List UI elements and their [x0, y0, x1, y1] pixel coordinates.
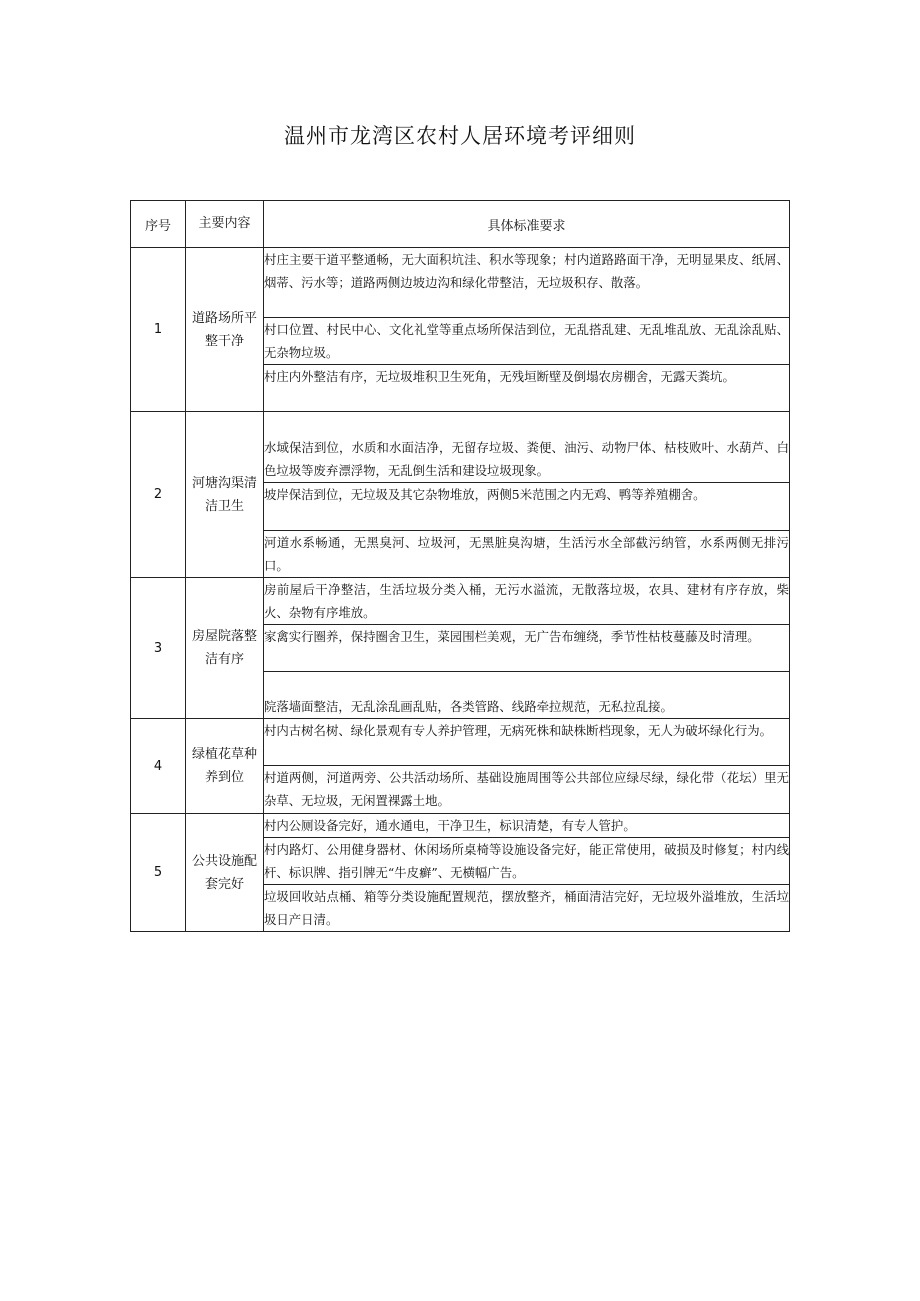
header-standard: 具体标准要求	[264, 201, 790, 248]
row-number: 5	[131, 814, 186, 932]
standard-item: 村内路灯、公用健身器材、休闲场所桌椅等设施设备完好，能正常使用，破损及时修复；村内线杆、标识牌、指引牌无“牛皮癣”、无横幅广告。	[264, 838, 790, 885]
header-main-content: 主要内容	[186, 201, 264, 248]
table-row	[131, 719, 790, 766]
evaluation-table	[130, 200, 790, 932]
standard-item: 水域保洁到位，水质和水面洁净，无留存垃圾、粪便、油污、动物尸体、枯枝败叶、水葫芦、白色垃圾等废弃漂浮物，无乱倒生活和建设垃圾现象。	[264, 412, 790, 483]
row-category: 公共设施配套完好	[186, 814, 264, 932]
row-number: 4	[131, 719, 186, 814]
row-number: 3	[131, 578, 186, 719]
row-number: 2	[131, 412, 186, 578]
standard-item: 村道两侧，河道两旁、公共活动场所、基础设施周围等公共部位应绿尽绿，绿化带（花坛）里无杂草、无垃圾，无闲置裸露土地。	[264, 766, 790, 814]
standard-item: 村口位置、村民中心、文化礼堂等重点场所保洁到位，无乱搭乱建、无乱堆乱放、无乱涂乱贴、无杂物垃圾。	[264, 318, 790, 365]
table-header-row	[131, 201, 790, 248]
standard-item: 垃圾回收站点桶、箱等分类设施配置规范，摆放整齐，桶面清洁完好，无垃圾外溢堆放，生活垃圾日产日清。	[264, 885, 790, 932]
standard-item: 房前屋后干净整洁，生活垃圾分类入桶，无污水溢流，无散落垃圾，农具、建材有序存放，柴火、杂物有序堆放。	[264, 578, 790, 625]
row-number: 1	[131, 248, 186, 412]
standard-item: 河道水系畅通，无黑臭河、垃圾河，无黑脏臭沟塘，生活污水全部截污纳管，水系两侧无排污口。	[264, 531, 790, 578]
page-title: 温州市龙湾区农村人居环境考评细则	[284, 124, 636, 148]
standard-item: 坡岸保洁到位，无垃圾及其它杂物堆放，两侧5米范围之内无鸡、鸭等养殖棚舍。	[264, 483, 790, 531]
standard-item: 村内古树名树、绿化景观有专人养护管理，无病死株和缺株断档现象，无人为破坏绿化行为。	[264, 719, 790, 766]
row-category: 河塘沟渠清洁卫生	[186, 412, 264, 578]
standard-item: 村庄内外整洁有序，无垃圾堆积卫生死角，无残垣断壁及倒塌农房棚舍，无露天粪坑。	[264, 365, 790, 412]
table-row	[131, 814, 790, 838]
table-row	[131, 412, 790, 483]
header-number: 序号	[131, 201, 186, 248]
row-category: 绿植花草种养到位	[186, 719, 264, 814]
row-category: 房屋院落整洁有序	[186, 578, 264, 719]
table-row	[131, 578, 790, 625]
standard-item: 院落墙面整洁，无乱涂乱画乱贴，各类管路、线路牵拉规范，无私拉乱接。	[264, 672, 790, 719]
row-category: 道路场所平整干净	[186, 248, 264, 412]
standard-item: 村庄主要干道平整通畅，无大面积坑洼、积水等现象；村内道路路面干净，无明显果皮、纸屑、烟蒂、污水等；道路两侧边坡边沟和绿化带整洁，无垃圾积存、散落。	[264, 248, 790, 318]
standard-item: 家禽实行圈养，保持圈舍卫生，菜园围栏美观，无广告布缠绕，季节性枯枝蔓藤及时清理。	[264, 625, 790, 672]
table-row	[131, 248, 790, 318]
standard-item: 村内公厕设备完好，通水通电，干净卫生，标识清楚，有专人管护。	[264, 814, 790, 838]
